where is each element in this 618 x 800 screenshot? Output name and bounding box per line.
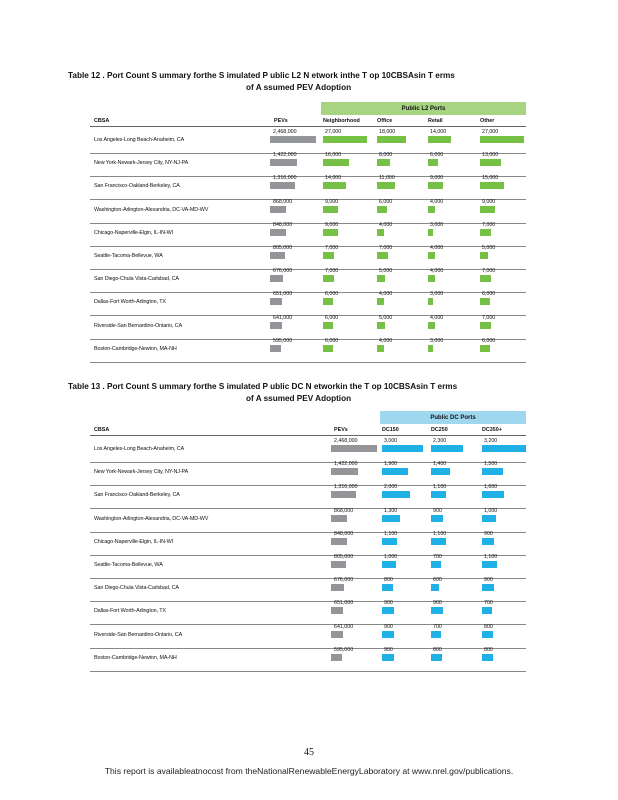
- port-count: 6,000: [325, 314, 339, 321]
- port-count-bar: [482, 468, 503, 475]
- pev-bar: [331, 515, 347, 522]
- port-count: 7,000: [325, 268, 339, 275]
- port-count: 700: [484, 600, 493, 607]
- table13-header-row: [90, 425, 526, 436]
- cbsa-name: Boston-Cambridge-Newton, MA-NH: [94, 345, 177, 352]
- port-count-bar: [377, 275, 385, 282]
- pev-count: 868,000: [334, 507, 354, 514]
- port-count-bar: [480, 252, 488, 259]
- port-count-bar: [377, 345, 384, 352]
- port-count: 3,000: [430, 337, 444, 344]
- port-count: 800: [484, 646, 493, 653]
- pev-count: 1,422,000: [334, 461, 358, 468]
- port-count-bar: [377, 206, 387, 213]
- pev-bar: [270, 322, 282, 329]
- port-count-bar: [431, 561, 441, 568]
- port-count: 1,100: [484, 554, 498, 560]
- cbsa-name: San Francisco-Oakland-Berkeley, CA: [94, 183, 180, 190]
- col-dc250-header: DC250: [431, 427, 448, 433]
- port-count-bar: [382, 654, 394, 661]
- port-count: 14,000: [325, 175, 342, 182]
- cbsa-name: Seattle-Tacoma-Bellevue, WA: [94, 562, 163, 568]
- table13-group-header: Public DC Ports: [380, 411, 526, 424]
- table13-caption-line2: of A ssumed PEV Adoption: [246, 394, 352, 403]
- pev-bar: [331, 654, 342, 661]
- port-count-bar: [377, 182, 395, 189]
- port-count-bar: [431, 468, 450, 475]
- pev-count: 641,000: [334, 623, 354, 630]
- port-count-bar: [428, 345, 433, 352]
- port-count-bar: [482, 491, 504, 498]
- port-count-bar: [482, 607, 492, 614]
- pev-count: 651,000: [334, 600, 354, 607]
- port-count-bar: [323, 206, 338, 213]
- table12-caption: [68, 70, 538, 94]
- port-count-bar: [377, 229, 384, 236]
- cbsa-name: New York-Newark-Jersey City, NY-NJ-PA: [94, 160, 189, 167]
- pev-count: 676,000: [273, 268, 293, 275]
- port-count-bar: [431, 491, 446, 498]
- port-count-bar: [323, 182, 346, 189]
- port-count-bar: [480, 229, 491, 236]
- cbsa-name: Los Angeles-Long Beach-Anaheim, CA: [94, 446, 185, 452]
- port-count-bar: [428, 252, 435, 259]
- port-count: 6,000: [325, 291, 339, 298]
- port-count: 4,000: [379, 291, 393, 298]
- port-count: 3,000: [384, 438, 398, 444]
- port-count: 4,000: [379, 337, 393, 344]
- pev-bar: [331, 584, 344, 591]
- port-count: 800: [384, 577, 393, 584]
- col-cbsa-header: CBSA: [94, 118, 110, 124]
- port-count-bar: [428, 182, 443, 189]
- port-count: 6,000: [482, 337, 496, 344]
- port-count: 4,000: [430, 245, 444, 251]
- port-count-bar: [323, 275, 334, 282]
- port-count-bar: [482, 538, 494, 545]
- port-count: 2,300: [433, 438, 447, 444]
- port-count: 8,000: [379, 152, 393, 159]
- port-count: 4,000: [430, 198, 444, 205]
- cbsa-name: Los Angeles-Long Beach-Anaheim, CA: [94, 137, 185, 143]
- pev-bar: [270, 275, 283, 282]
- col-retail-header: Retail: [428, 118, 443, 124]
- table-row: [90, 336, 526, 363]
- port-count: 3,200: [484, 438, 498, 444]
- pev-bar: [270, 159, 297, 166]
- port-count-bar: [382, 491, 410, 498]
- pev-count: 595,000: [273, 337, 293, 344]
- pev-bar: [331, 491, 356, 498]
- port-count: 1,500: [484, 461, 498, 468]
- port-count: 2,000: [384, 484, 398, 491]
- port-count: 3,000: [430, 221, 444, 228]
- port-count: 7,000: [325, 245, 339, 251]
- port-count: 7,000: [379, 245, 393, 251]
- port-count: 700: [433, 623, 442, 630]
- port-count: 1,600: [484, 484, 498, 491]
- port-count-bar: [482, 445, 526, 452]
- pev-bar: [270, 136, 316, 143]
- pev-bar: [331, 538, 347, 545]
- col-office-header: Office: [377, 118, 393, 124]
- pev-count: 868,000: [273, 198, 293, 205]
- port-count-bar: [382, 445, 423, 452]
- port-count-bar: [428, 136, 451, 143]
- table13-caption: [68, 381, 538, 405]
- port-count-bar: [480, 322, 491, 329]
- port-count-bar: [480, 159, 501, 166]
- port-count-bar: [431, 631, 441, 638]
- port-count: 27,000: [482, 129, 499, 135]
- port-count: 1,300: [384, 507, 398, 514]
- port-count-bar: [480, 298, 490, 305]
- port-count: 900: [384, 623, 393, 630]
- col-pevs-header: PEVs: [274, 118, 288, 124]
- port-count-bar: [480, 136, 524, 143]
- port-count-bar: [377, 298, 384, 305]
- pev-bar: [331, 607, 343, 614]
- port-count-bar: [480, 275, 491, 282]
- table13: [90, 411, 526, 665]
- port-count: 13,000: [482, 152, 499, 159]
- cbsa-name: New York-Newark-Jersey City, NY-NJ-PA: [94, 469, 189, 476]
- port-count-bar: [323, 345, 333, 352]
- port-count: 4,000: [430, 314, 444, 321]
- port-count: 9,000: [325, 221, 339, 228]
- port-count: 1,000: [484, 507, 498, 514]
- port-count: 700: [433, 554, 442, 560]
- port-count: 5,000: [482, 245, 496, 251]
- table12: [90, 102, 526, 356]
- pev-count: 848,000: [334, 530, 354, 537]
- port-count-bar: [482, 561, 497, 568]
- port-count: 3,000: [430, 291, 444, 298]
- port-count-bar: [480, 345, 490, 352]
- port-count: 14,000: [430, 129, 447, 135]
- port-count-bar: [431, 584, 439, 591]
- port-count-bar: [323, 229, 338, 236]
- cbsa-name: San Diego-Chula Vista-Carlsbad, CA: [94, 276, 179, 283]
- pev-count: 805,000: [334, 554, 354, 560]
- port-count-bar: [428, 229, 433, 236]
- cbsa-name: Washington-Arlington-Alexandria, DC-VA-MD-WV: [94, 515, 209, 522]
- port-count-bar: [482, 654, 493, 661]
- port-count-bar: [428, 159, 438, 166]
- pev-count: 595,000: [334, 646, 354, 653]
- port-count-bar: [428, 275, 435, 282]
- port-count-bar: [377, 159, 390, 166]
- port-count: 800: [433, 646, 442, 653]
- pev-bar: [270, 229, 286, 236]
- port-count-bar: [428, 322, 435, 329]
- port-count-bar: [431, 654, 442, 661]
- port-count: 900: [484, 530, 493, 537]
- port-count-bar: [382, 584, 393, 591]
- port-count: 15,000: [482, 175, 499, 182]
- port-count: 6,000: [430, 152, 444, 159]
- port-count-bar: [377, 322, 385, 329]
- pev-bar: [270, 298, 282, 305]
- port-count-bar: [323, 252, 334, 259]
- port-count-bar: [482, 584, 494, 591]
- cbsa-name: Washington-Arlington-Alexandria, DC-VA-MD-WV: [94, 206, 209, 213]
- pev-bar: [270, 206, 286, 213]
- port-count: 7,000: [482, 221, 496, 228]
- port-count: 4,000: [379, 221, 393, 228]
- col-cbsa-header: CBSA: [94, 427, 110, 433]
- cbsa-name: Chicago-Naperville-Elgin, IL-IN-WI: [94, 229, 173, 236]
- cbsa-name: Riverside-San Bernardino-Ontario, CA: [94, 322, 183, 329]
- table13-caption-line1: Table 13 . Port Count S ummary forthe S imulated P ublic DC N etworkin the T op 10CBSAsin T erms: [68, 382, 458, 391]
- table12-group-header: Public L2 Ports: [321, 102, 526, 115]
- table12-caption-line2: of A ssumed PEV Adoption: [246, 83, 352, 92]
- port-count: 11,000: [379, 175, 395, 182]
- cbsa-name: Dallas-Fort Worth-Arlington, TX: [94, 608, 166, 615]
- col-other-header: Other: [480, 118, 495, 124]
- port-count: 900: [433, 507, 442, 514]
- port-count-bar: [323, 298, 333, 305]
- port-count-bar: [482, 515, 496, 522]
- cbsa-name: Dallas-Fort Worth-Arlington, TX: [94, 299, 166, 306]
- pev-count: 805,000: [273, 245, 293, 251]
- pev-count: 2,468,000: [273, 129, 297, 135]
- cbsa-name: Boston-Cambridge-Newton, MA-NH: [94, 654, 177, 661]
- port-count-bar: [382, 468, 408, 475]
- page-number: 45: [304, 747, 314, 758]
- pev-count: 1,316,000: [273, 175, 297, 182]
- pev-count: 641,000: [273, 314, 293, 321]
- pev-count: 848,000: [273, 221, 293, 228]
- port-count-bar: [382, 538, 397, 545]
- port-count-bar: [480, 206, 495, 213]
- port-count: 6,000: [379, 198, 393, 205]
- port-count-bar: [428, 298, 433, 305]
- port-count: 900: [384, 600, 393, 607]
- pev-bar: [331, 561, 346, 568]
- port-count: 1,400: [433, 461, 447, 468]
- port-count: 1,000: [384, 554, 398, 560]
- port-count: 1,900: [384, 461, 398, 468]
- col-neighborhood-header: Neighborhood: [323, 118, 360, 124]
- port-count: 18,000: [379, 129, 396, 135]
- port-count: 900: [433, 600, 442, 607]
- port-count-bar: [377, 136, 406, 143]
- footer-availability-note: This report is availableatnocost from theNationalRenewableEnergyLaboratory at www.nrel.gov/publications.: [104, 766, 514, 776]
- cbsa-name: San Francisco-Oakland-Berkeley, CA: [94, 492, 180, 499]
- port-count-bar: [377, 252, 388, 259]
- col-pevs-header: PEVs: [334, 427, 348, 433]
- port-count: 9,000: [430, 175, 444, 182]
- port-count: 600: [433, 577, 442, 584]
- cbsa-name: Seattle-Tacoma-Bellevue, WA: [94, 253, 163, 259]
- port-count: 1,100: [384, 530, 398, 537]
- pev-bar: [331, 468, 358, 475]
- port-count: 800: [484, 623, 493, 630]
- port-count: 27,000: [325, 129, 342, 135]
- port-count-bar: [480, 182, 504, 189]
- port-count-bar: [382, 515, 400, 522]
- cbsa-name: Chicago-Naperville-Elgin, IL-IN-WI: [94, 538, 173, 545]
- pev-count: 651,000: [273, 291, 293, 298]
- port-count: 16,000: [325, 152, 342, 159]
- pev-count: 1,316,000: [334, 484, 358, 491]
- pev-bar: [270, 345, 281, 352]
- table12-header-row: [90, 116, 526, 127]
- port-count-bar: [431, 607, 443, 614]
- pev-count: 676,000: [334, 577, 354, 584]
- port-count: 6,000: [482, 291, 496, 298]
- port-count-bar: [431, 445, 463, 452]
- pev-bar: [331, 631, 343, 638]
- port-count-bar: [323, 322, 333, 329]
- port-count-bar: [431, 538, 446, 545]
- pev-bar: [270, 252, 285, 259]
- port-count-bar: [323, 159, 349, 166]
- port-count-bar: [382, 561, 396, 568]
- port-count: 7,000: [482, 268, 496, 275]
- pev-count: 1,422,000: [273, 152, 297, 159]
- port-count-bar: [482, 631, 493, 638]
- port-count-bar: [323, 136, 367, 143]
- port-count: 9,000: [325, 198, 339, 205]
- pev-count: 2,468,000: [334, 438, 358, 444]
- port-count: 4,000: [430, 268, 444, 275]
- table-row: [90, 645, 526, 672]
- port-count: 6,000: [325, 337, 339, 344]
- port-count: 900: [384, 646, 393, 653]
- port-count: 1,100: [433, 530, 447, 537]
- port-count: 5,000: [379, 314, 393, 321]
- port-count: 7,000: [482, 314, 496, 321]
- port-count: 5,000: [379, 268, 393, 275]
- col-dc350-header: DC350+: [482, 427, 502, 433]
- port-count: 900: [484, 577, 493, 584]
- port-count: 1,100: [433, 484, 447, 491]
- col-dc150-header: DC150: [382, 427, 399, 433]
- table12-caption-line1: Table 12 . Port Count S ummary forthe S imulated P ublic L2 N etwork inthe T op 10CBSAsin T erms: [68, 71, 455, 80]
- pev-bar: [331, 445, 377, 452]
- cbsa-name: Riverside-San Bernardino-Ontario, CA: [94, 631, 183, 638]
- port-count-bar: [382, 607, 394, 614]
- port-count-bar: [382, 631, 394, 638]
- port-count-bar: [428, 206, 435, 213]
- pev-bar: [270, 182, 295, 189]
- cbsa-name: San Diego-Chula Vista-Carlsbad, CA: [94, 585, 179, 592]
- port-count-bar: [431, 515, 443, 522]
- port-count: 9,000: [482, 198, 496, 205]
